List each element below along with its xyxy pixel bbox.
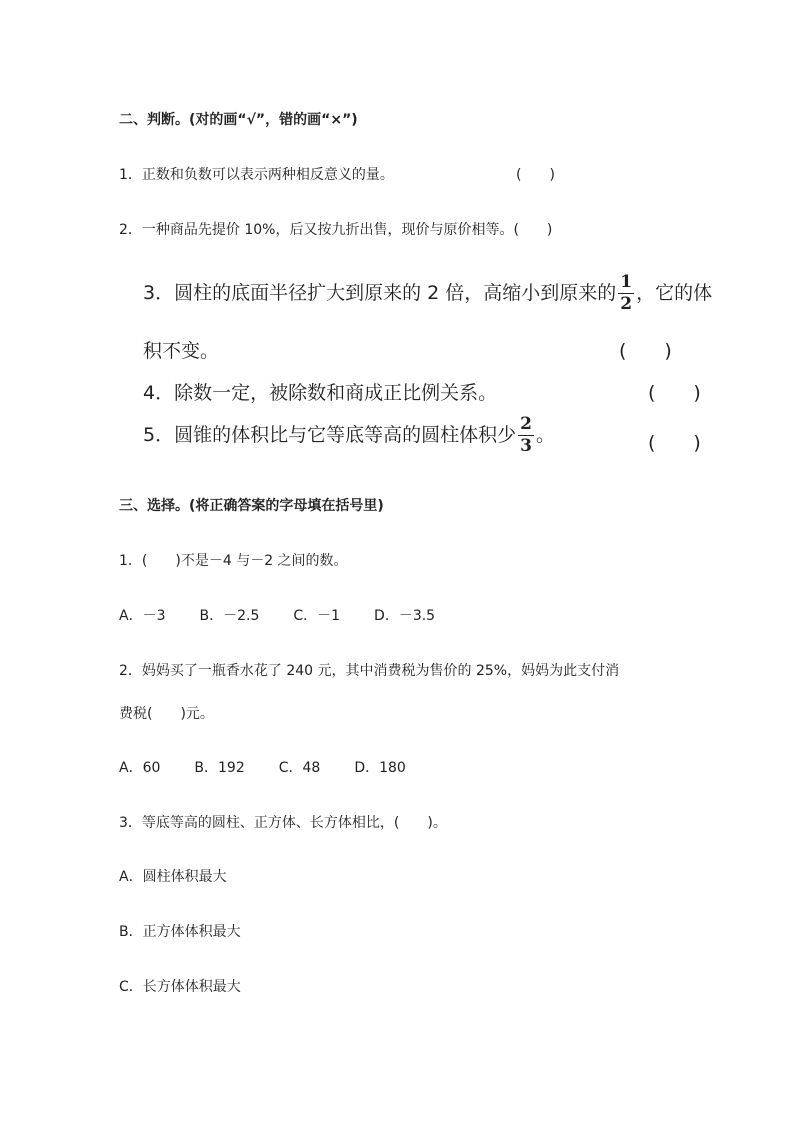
judge-item-5-text-a: 5．圆锥的体积比与它等底等高的圆柱体积少 <box>143 424 517 446</box>
judge-item-3 <box>143 274 712 313</box>
judge-item-3-text-b: ，它的体 <box>636 282 713 304</box>
fraction-one-half <box>618 274 634 313</box>
judge-item-3-continued: 积不变。 <box>143 340 220 362</box>
option-b: B．－2.5 <box>199 608 260 624</box>
judge-item-4-paren: ( ) <box>648 382 701 404</box>
option-a: A．60 <box>119 760 161 776</box>
choice-q3-option-c: C．长方体体积最大 <box>119 979 241 995</box>
choice-q2: 2．妈妈买了一瓶香水花了 240 元，其中消费税为售价的 25%，妈妈为此支付消 <box>119 663 620 679</box>
option-b: B．192 <box>194 760 245 776</box>
choice-q1: 1．( )不是－4 与－2 之间的数。 <box>119 553 348 569</box>
fraction-denominator: 3 <box>520 436 532 456</box>
choice-q3-option-b: B．正方体体积最大 <box>119 924 241 940</box>
judge-item-5-text-b: 。 <box>535 424 555 446</box>
judge-item-1-paren: ( ) <box>516 167 555 183</box>
judge-item-4: 4．除数一定，被除数和商成正比例关系。 <box>143 382 498 404</box>
fraction-two-thirds <box>518 416 534 455</box>
choice-q3-option-a: A．圆柱体积最大 <box>119 869 227 885</box>
judge-item-5 <box>143 416 555 455</box>
judge-item-2: 2．一种商品先提价 10%，后又按九折出售，现价与原价相等。( ) <box>119 222 553 238</box>
fraction-numerator: 2 <box>520 414 532 434</box>
option-c: C．48 <box>278 760 321 776</box>
section-2-title: 二、判断。(对的画“√”，错的画“×”) <box>119 112 358 128</box>
judge-item-3-text-a: 3．圆柱的底面半径扩大到原来的 2 倍，高缩小到原来的 <box>143 282 617 304</box>
option-d: D．180 <box>354 760 406 776</box>
fraction-numerator: 1 <box>620 272 633 292</box>
option-a: A．－3 <box>119 608 166 624</box>
choice-q2-continued: 费税( )元。 <box>119 706 214 722</box>
option-c: C．－1 <box>293 608 341 624</box>
section-3-title: 三、选择。(将正确答案的字母填在括号里) <box>119 498 384 514</box>
judge-item-1: 1．正数和负数可以表示两种相反意义的量。 <box>119 167 394 183</box>
choice-q3: 3．等底等高的圆柱、正方体、长方体相比，( )。 <box>119 815 447 831</box>
choice-q1-options <box>119 605 469 625</box>
judge-item-5-paren: ( ) <box>648 432 701 454</box>
choice-q2-options <box>119 757 440 777</box>
fraction-denominator: 2 <box>620 294 633 314</box>
judge-item-3-paren: ( ) <box>619 340 672 362</box>
option-d: D．－3.5 <box>374 608 436 624</box>
